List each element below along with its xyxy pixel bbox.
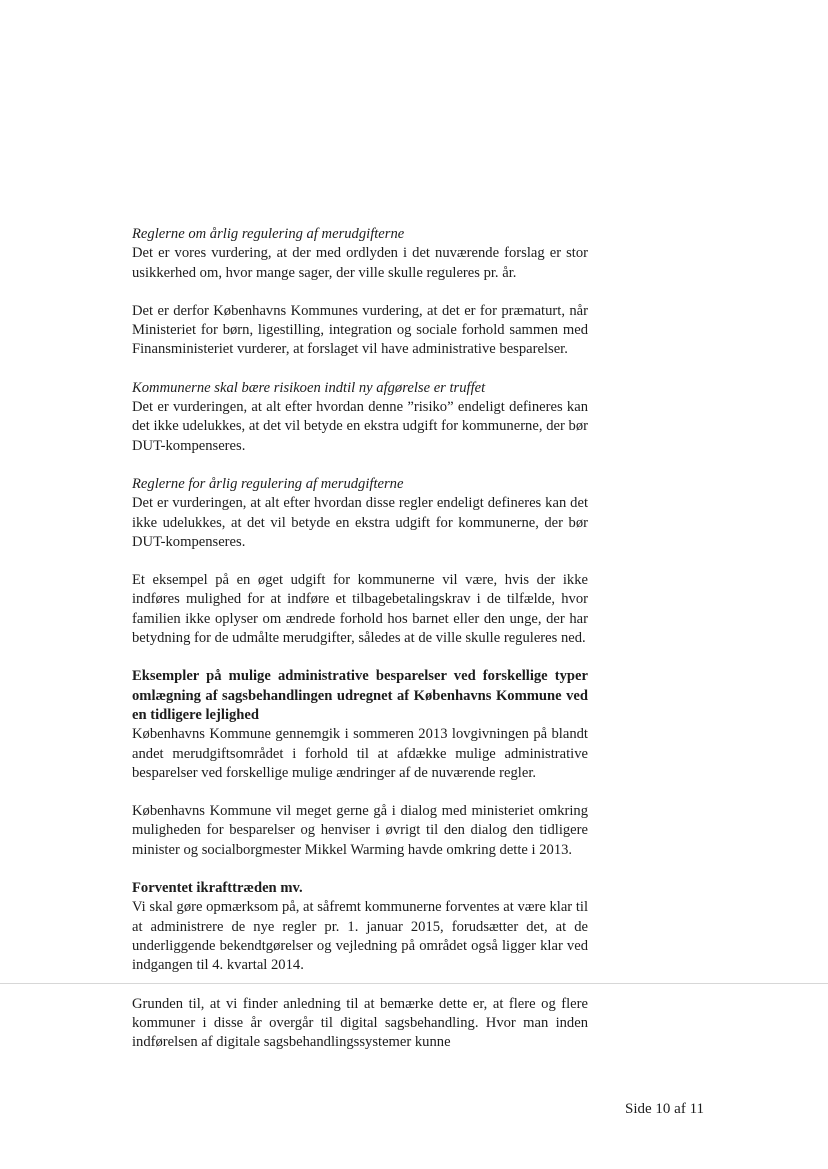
body-paragraph: Det er derfor Københavns Kommunes vurdering, at det er for præmaturt, når Ministeriet for børn, ligestilling, integration og sociale forhold sammen med Finansministeriet vurderer, at forslaget vil have administrative besparelser.: [132, 302, 588, 358]
body-paragraph: Det er vurderingen, at alt efter hvordan denne ”risiko” endeligt defineres kan det ikke udelukkes, at det vil betyde en ekstra udgift for kommunerne, der bør DUT-kompenseres.: [132, 399, 588, 454]
body-paragraph: Københavns Kommune vil meget gerne gå i dialog med ministeriet omkring muligheden for besparelser og henviser i øvrigt til den dialog den tidligere minister og socialborgmester Mikkel Warming havde omkring dette i 2013.: [132, 803, 588, 858]
body-paragraph: Grunden til, at vi finder anledning til at bemærke dette er, at flere og flere kommuner i disse år overgår til digital sagsbehandling. Hvor man inden indførelsen af digitale sagsbehandlingssystemer kunne: [132, 995, 588, 1051]
body-paragraph: Det er vurderingen, at alt efter hvordan disse regler endeligt defineres kan det ikke udelukkes, at det vil betyde en ekstra udgift for kommunerne, der bør DUT-kompenseres.: [132, 495, 588, 550]
section-heading-annual-regulation: Reglerne om årlig regulering af merudgifterne: [132, 226, 405, 242]
section-heading-municipal-risk: Kommunerne skal bære risikoen indtil ny afgørelse er truffet: [132, 379, 486, 396]
section-heading-annual-regulation-rules: Reglerne for årlig regulering af merudgifterne: [132, 475, 404, 492]
body-paragraph: Københavns Kommune gennemgik i sommeren 2013 lovgivningen på blandt andet merudgiftsområdet i forhold til at afdække mulige administrative besparelser ved forskellige mulige ændringer af de nuværende regler.: [132, 726, 588, 781]
body-paragraph: Vi skal gøre opmærksom på, at såfremt kommunerne forventes at være klar til at administrere de nye regler pr. 1. januar 2015, forudsætter det, at de underliggende bekendtgørelser og vejledning på området også ligger klar ved indgangen til 4. kvartal 2014.: [132, 899, 588, 974]
section-heading-administrative-savings: Eksempler på mulige administrative besparelser ved forskellige typer omlægning af sagsbehandlingen udregnet af Københavns Kommune ved en tidligere lejlighed: [132, 668, 588, 723]
section-heading-expected-commencement: Forventet ikrafttræden mv.: [132, 880, 303, 897]
scan-divider-line: [0, 983, 828, 984]
body-paragraph: Et eksempel på en øget udgift for kommunerne vil være, hvis der ikke indføres mulighed for at indføre et tilbagebetalingskrav i de tilfælde, hvor familien ikke oplyser om ændrede forhold hos barnet eller den unge, der har betydning for de udmålte merudgifter, således at de ville skulle reguleres ned.: [132, 572, 588, 647]
page-number: Side 10 af 11: [625, 1101, 705, 1117]
text-column: [132, 225, 588, 1052]
body-paragraph: Det er vores vurdering, at der med ordlyden i det nuværende forslag er stor usikkerhed om, hvor mange sager, der ville skulle reguleres pr. år.: [132, 245, 588, 281]
